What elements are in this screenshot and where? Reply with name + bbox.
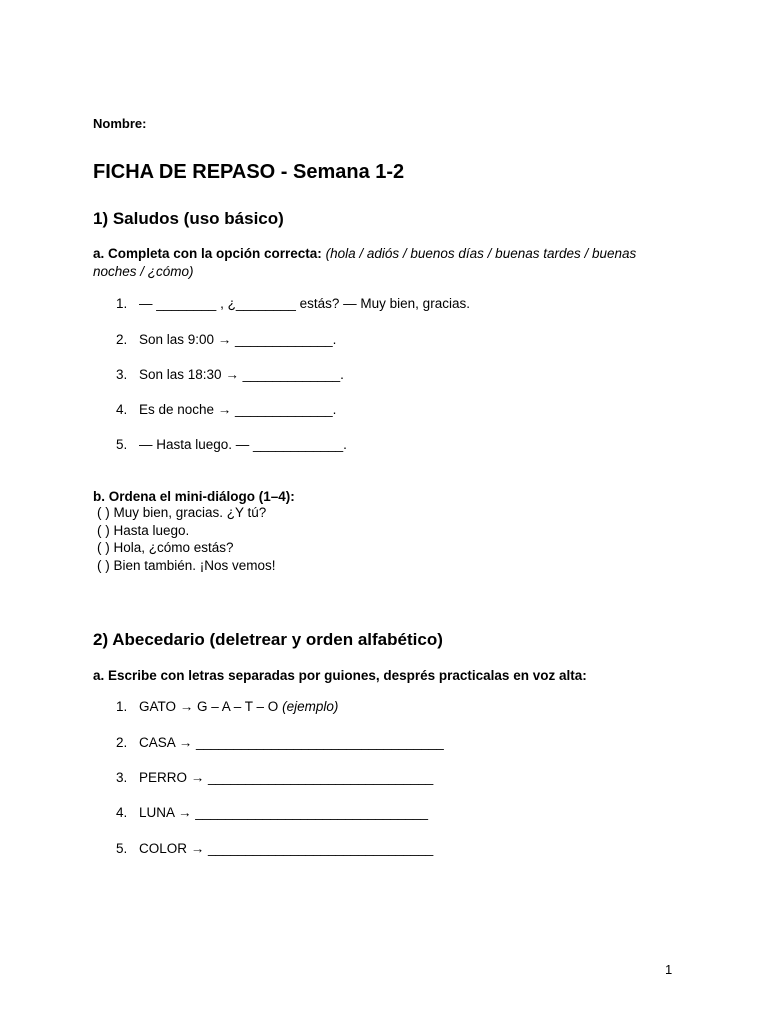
item-number: 1. xyxy=(116,699,128,714)
page-title: FICHA DE REPASO - Semana 1-2 xyxy=(93,161,405,183)
section1-heading: 1) Saludos (uso básico) xyxy=(93,209,284,228)
section1-part-a-label: a. Completa con la opción correcta: xyxy=(93,246,322,261)
item-text: COLOR → ______________________________ xyxy=(139,841,434,856)
item-text: PERRO → ______________________________ xyxy=(139,770,434,785)
section1-part-a-instruction xyxy=(93,245,683,281)
item-number: 3. xyxy=(116,367,128,382)
item-note: (ejemplo) xyxy=(282,699,339,714)
dialog-line-2: ( ) Hasta luego. xyxy=(97,523,190,538)
item-text: LUNA → _______________________________ xyxy=(139,805,429,820)
item-text: — ________ , ¿________ estás? — Muy bien, gracias. xyxy=(139,296,470,311)
item-number: 5. xyxy=(116,841,128,856)
section1-item-5 xyxy=(116,437,347,452)
dialog-line-1: ( ) Muy bien, gracias. ¿Y tú? xyxy=(97,505,267,520)
item-text: CASA → _________________________________ xyxy=(139,735,444,750)
item-number: 5. xyxy=(116,437,128,452)
item-number: 2. xyxy=(116,332,128,347)
section1-part-b-label: b. Ordena el mini-diálogo (1–4): xyxy=(93,489,295,504)
item-text: Son las 9:00 → _____________. xyxy=(139,332,337,347)
section2-item-1 xyxy=(116,699,338,714)
section2-part-a-label: a. Escribe con letras separadas por guiones, després practicalas en voz alta: xyxy=(93,668,587,683)
dialog-line-4: ( ) Bien también. ¡Nos vemos! xyxy=(97,558,276,573)
section1-item-3 xyxy=(116,367,344,382)
section2-heading: 2) Abecedario (deletrear y orden alfabético) xyxy=(93,630,443,649)
section2-item-3 xyxy=(116,770,433,785)
section1-part-a-options: (hola / adiós / buenos días / buenas tardes / buenas noches / ¿cómo) xyxy=(93,246,637,279)
section1-item-1 xyxy=(116,296,470,311)
section2-item-2 xyxy=(116,735,444,750)
page-number: 1 xyxy=(665,962,673,977)
item-text: GATO → G – A – T – O xyxy=(139,699,279,714)
item-text: — Hasta luego. — ____________. xyxy=(139,437,347,452)
item-number: 1. xyxy=(116,296,128,311)
name-label: Nombre: xyxy=(93,116,147,131)
section1-item-4 xyxy=(116,402,336,417)
section2-item-5 xyxy=(116,841,433,856)
item-number: 2. xyxy=(116,735,128,750)
item-text: Es de noche → _____________. xyxy=(139,402,337,417)
item-text: Son las 18:30 → _____________. xyxy=(139,367,344,382)
section1-item-2 xyxy=(116,332,336,347)
dialog-line-3: ( ) Hola, ¿cómo estás? xyxy=(97,540,234,555)
item-number: 3. xyxy=(116,770,128,785)
section1-part-b-instruction xyxy=(93,488,683,506)
item-number: 4. xyxy=(116,402,128,417)
section2-item-4 xyxy=(116,805,428,820)
section2-part-a-instruction xyxy=(93,667,683,685)
item-number: 4. xyxy=(116,805,128,820)
